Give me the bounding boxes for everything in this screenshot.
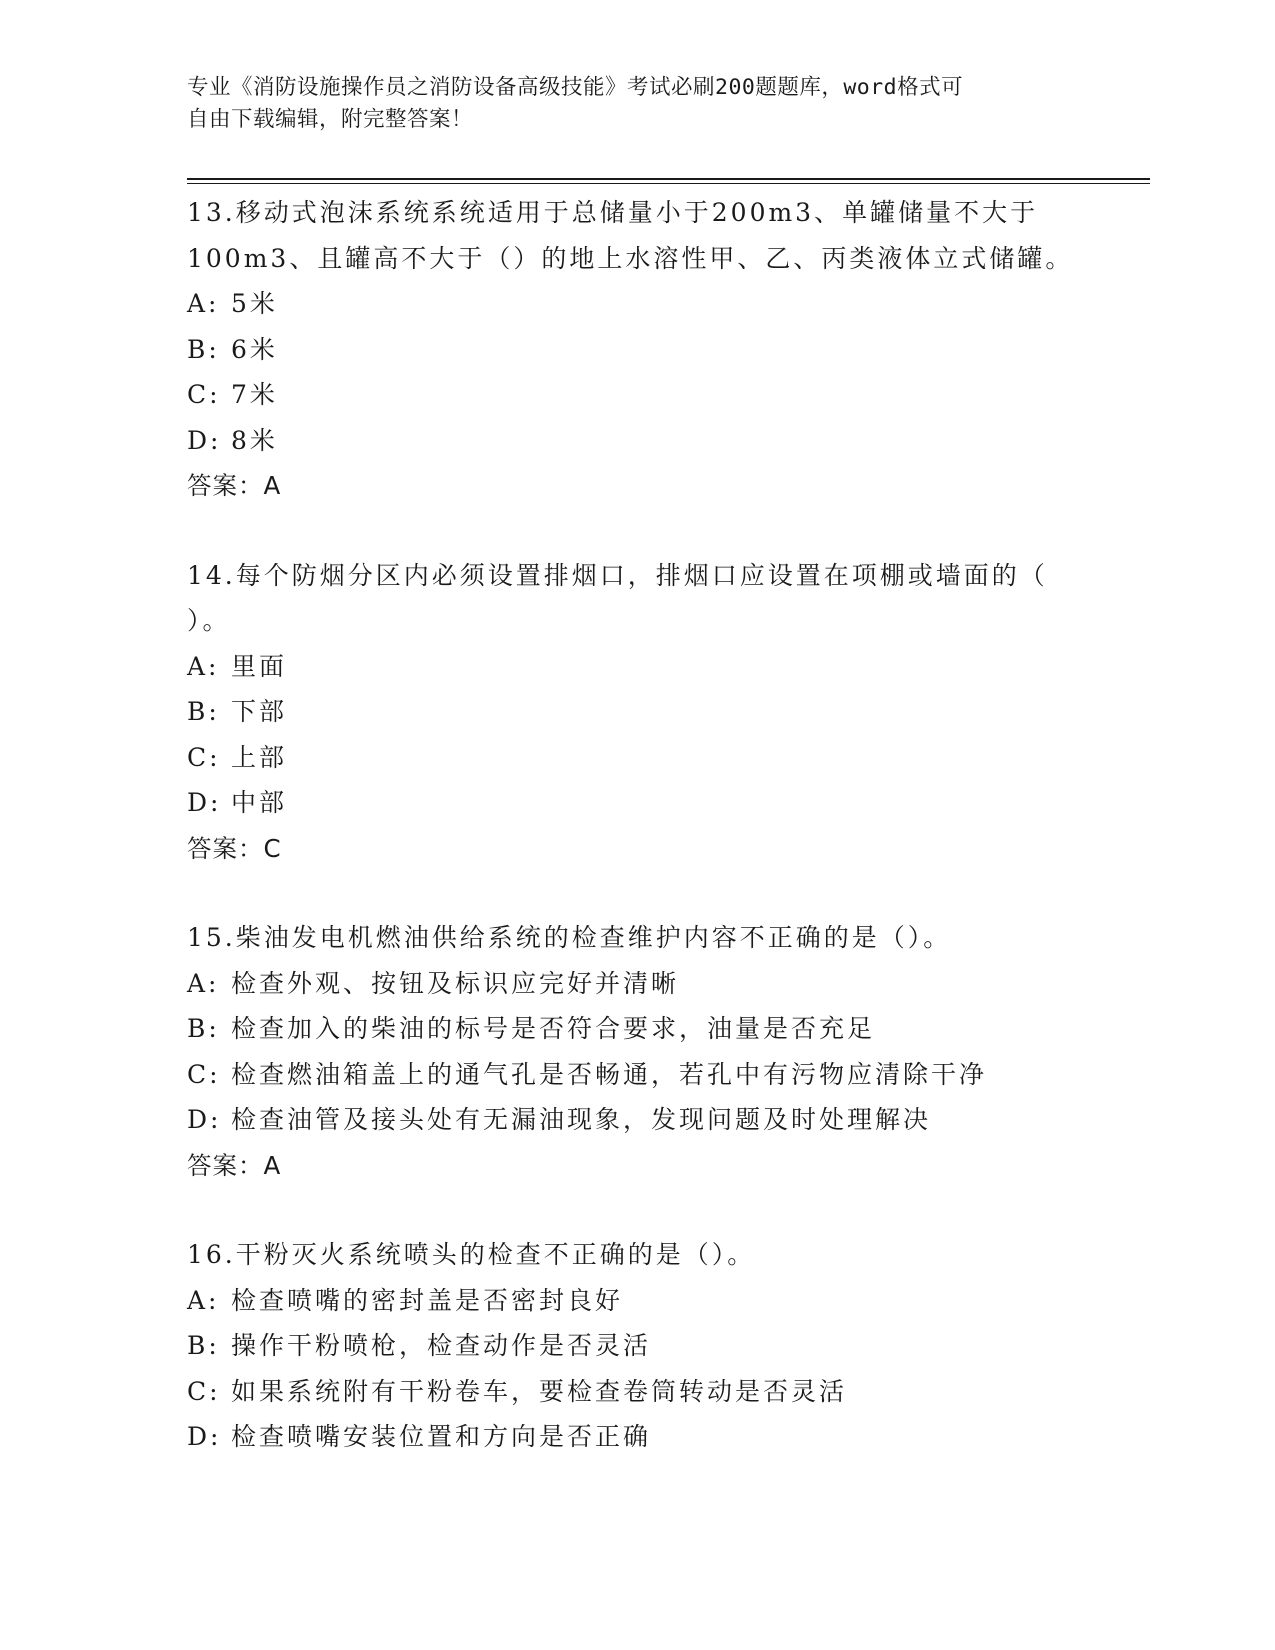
question-text — [187, 1232, 1087, 1278]
document-header — [187, 72, 1067, 136]
header-line-2: 自由下载编辑，附完整答案！ — [187, 107, 474, 132]
option-letter: C: — [187, 380, 221, 409]
option-text: 检查加入的柴油的标号是否符合要求，油量是否充足 — [231, 1014, 876, 1043]
option-c — [187, 1052, 1087, 1098]
option-letter: D: — [187, 425, 222, 455]
option-letter: D: — [187, 1105, 222, 1134]
header-line-1: 专业《消防设施操作员之消防设备高级技能》考试必刷200题题库，word格式可 — [187, 75, 964, 100]
option-b — [187, 1323, 1087, 1369]
option-text: 检查喷嘴的密封盖是否密封良好 — [231, 1285, 624, 1315]
question-text-line: 16.干粉灭火系统喷头的检查不正确的是（）。 — [187, 1240, 756, 1269]
option-text: 6米 — [231, 334, 278, 364]
option-text: 7米 — [231, 380, 278, 409]
option-text: 上部 — [231, 742, 288, 772]
option-d — [187, 1097, 1087, 1143]
option-b — [187, 327, 1087, 373]
option-letter: A: — [187, 1285, 220, 1315]
option-letter: A: — [187, 968, 220, 998]
answer: 答案：A — [187, 1150, 282, 1180]
option-text: 下部 — [231, 697, 288, 726]
question-16 — [187, 1232, 1087, 1460]
option-letter: B: — [187, 697, 220, 726]
option-letter: C: — [187, 742, 221, 772]
option-a — [187, 644, 1087, 690]
option-text: 8米 — [231, 425, 278, 455]
option-letter: B: — [187, 1014, 220, 1043]
question-text-line: 13.移动式泡沫系统系统适用于总储量小于200m3、单罐储量不大于 — [187, 198, 1039, 227]
option-letter: B: — [187, 334, 220, 364]
question-text-line: 100m3、且罐高不大于（）的地上水溶性甲、乙、丙类液体立式储罐。 — [187, 243, 1074, 273]
option-text: 检查燃油箱盖上的通气孔是否畅通，若孔中有污物应清除干净 — [231, 1059, 988, 1089]
option-text: 操作干粉喷枪，检查动作是否灵活 — [231, 1331, 652, 1360]
option-c — [187, 1369, 1087, 1415]
option-text: 检查外观、按钮及标识应完好并清晰 — [231, 968, 680, 998]
option-c — [187, 735, 1087, 781]
option-letter: A: — [187, 651, 220, 681]
answer: 答案：C — [187, 833, 282, 863]
question-14 — [187, 553, 1087, 872]
question-text — [187, 190, 1087, 281]
question-text-line: 14.每个防烟分区内必须设置排烟口，排烟口应设置在项棚或墙面的（ — [187, 560, 1048, 590]
option-b — [187, 1006, 1087, 1052]
question-13 — [187, 190, 1087, 509]
option-letter: B: — [187, 1331, 220, 1360]
option-letter: C: — [187, 1059, 221, 1089]
option-text: 中部 — [231, 788, 288, 817]
answer: 答案：A — [187, 471, 282, 500]
option-letter: D: — [187, 1422, 222, 1451]
header-divider-thin — [187, 183, 1150, 184]
option-a — [187, 961, 1087, 1007]
option-text: 检查油管及接头处有无漏油现象，发现问题及时处理解决 — [231, 1105, 932, 1134]
option-a — [187, 281, 1087, 327]
option-b — [187, 689, 1087, 735]
option-text: 检查喷嘴安装位置和方向是否正确 — [231, 1422, 652, 1451]
option-d — [187, 1414, 1087, 1460]
question-text-line: ）。 — [187, 606, 231, 635]
option-c — [187, 372, 1087, 418]
question-text — [187, 915, 1087, 961]
option-d — [187, 780, 1087, 826]
question-15 — [187, 915, 1087, 1188]
option-d — [187, 418, 1087, 464]
header-divider-thick — [187, 178, 1150, 180]
question-list — [187, 190, 1087, 1504]
option-letter: C: — [187, 1376, 221, 1406]
option-letter: D: — [187, 788, 222, 817]
option-a — [187, 1278, 1087, 1324]
question-text-line: 15.柴油发电机燃油供给系统的检查维护内容不正确的是（）。 — [187, 923, 952, 952]
option-text: 如果系统附有干粉卷车，要检查卷筒转动是否灵活 — [231, 1376, 848, 1406]
option-letter: A: — [187, 289, 220, 318]
question-text — [187, 553, 1087, 644]
option-text: 5米 — [231, 289, 278, 318]
option-text: 里面 — [231, 651, 288, 681]
